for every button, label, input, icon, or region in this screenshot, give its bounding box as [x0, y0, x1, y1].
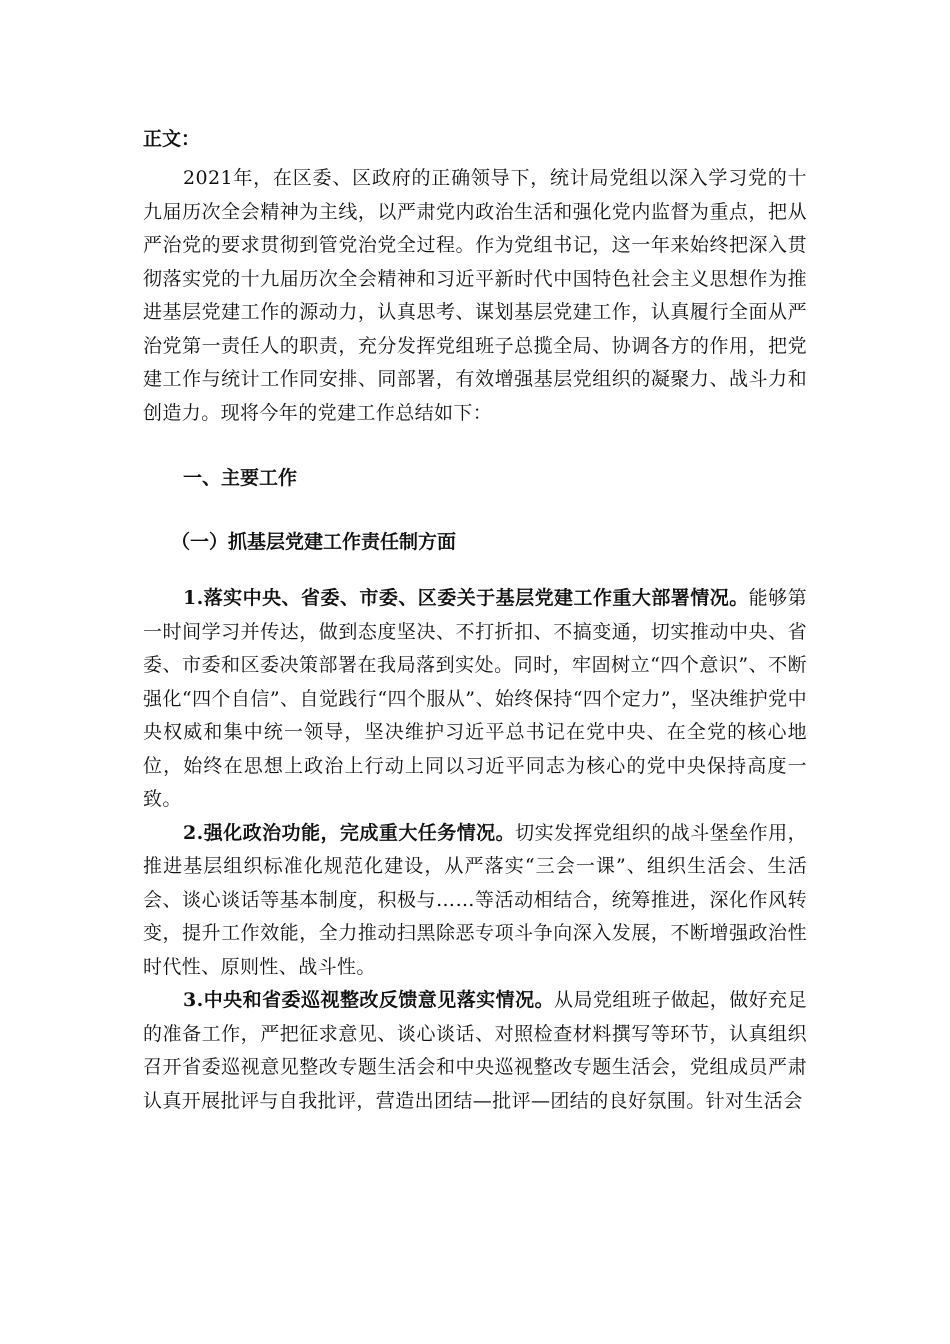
- item-3-body: 从局党组班子做起，做好充足的准备工作，严把征求意见、谈心谈话、对照检查材料撰写等环节，认真组织召开省委巡视意见整改专题生活会和中央巡视整改专题生活会，党组成员严肃认真开展批评与自我批评，营造出团结—批评—团结的良好氛围。针对生活会: [143, 989, 808, 1112]
- item-paragraph-2: [143, 817, 807, 985]
- item-paragraph-3: [143, 984, 807, 1118]
- section-heading-main-work: 一、主要工作: [183, 467, 298, 489]
- item-1-body: 能够第一时间学习并传达，做到态度坚决、不打折扣、不搞变通，切实推动中央、省委、市委和区委决策部署在我局落到实处。同时，牢固树立“四个意识”、不断强化“四个自信”、自觉践行“四个服从”、始终保持“四个定力”，坚决维护党中央权威和集中统一领导，坚决维护习近平总书记在党中央、在全党的核心地位，始终在思想上政治上行动上同以习近平同志为核心的党中央保持高度一致。: [143, 587, 807, 810]
- item-3-lead: 3.中央和省委巡视整改反馈意见落实情况。: [183, 989, 555, 1011]
- item-2-body: 切实发挥党组织的战斗堡垒作用，推进基层组织标准化规范化建设，从严落实“三会一课”、组织生活会、生活会、谈心谈话等基本制度，积极与……等活动相结合，统筹推进，深化作风转变，提升工作效能，全力推动扫黑除恶专项斗争向深入发展，不断增强政治性时代性、原则性、战斗性。: [143, 821, 807, 978]
- subsection-heading-responsibility: （一）抓基层党建工作责任制方面: [171, 531, 457, 553]
- item-1-lead: 1.落实中央、省委、市委、区委关于基层党建工作重大部署情况。: [183, 587, 749, 609]
- body-label: 正文：: [143, 128, 201, 150]
- document-body: [143, 125, 807, 1118]
- item-2-lead: 2.强化政治功能，完成重大任务情况。: [183, 821, 516, 844]
- item-paragraph-1: [143, 582, 807, 817]
- intro-paragraph: 2021年，在区委、区政府的正确领导下，统计局党组以深入学习党的十九届历次全会精神为主线，以严肃党内政治生活和强化党内监督为重点，把从严治党的要求贯彻到管党治党全过程。作为党组书记，这一年来始终把深入贯彻落实党的十九届历次全会精神和习近平新时代中国特色社会主义思想作为推进基层党建工作的源动力，认真思考、谋划基层党建工作，认真履行全面从严治党第一责任人的职责，充分发挥党组班子总揽全局、协调各方的作用，把党建工作与统计工作同安排、同部署，有效增强基层党组织的凝聚力、战斗力和创造力。现将今年的党建工作总结如下：: [143, 167, 807, 424]
